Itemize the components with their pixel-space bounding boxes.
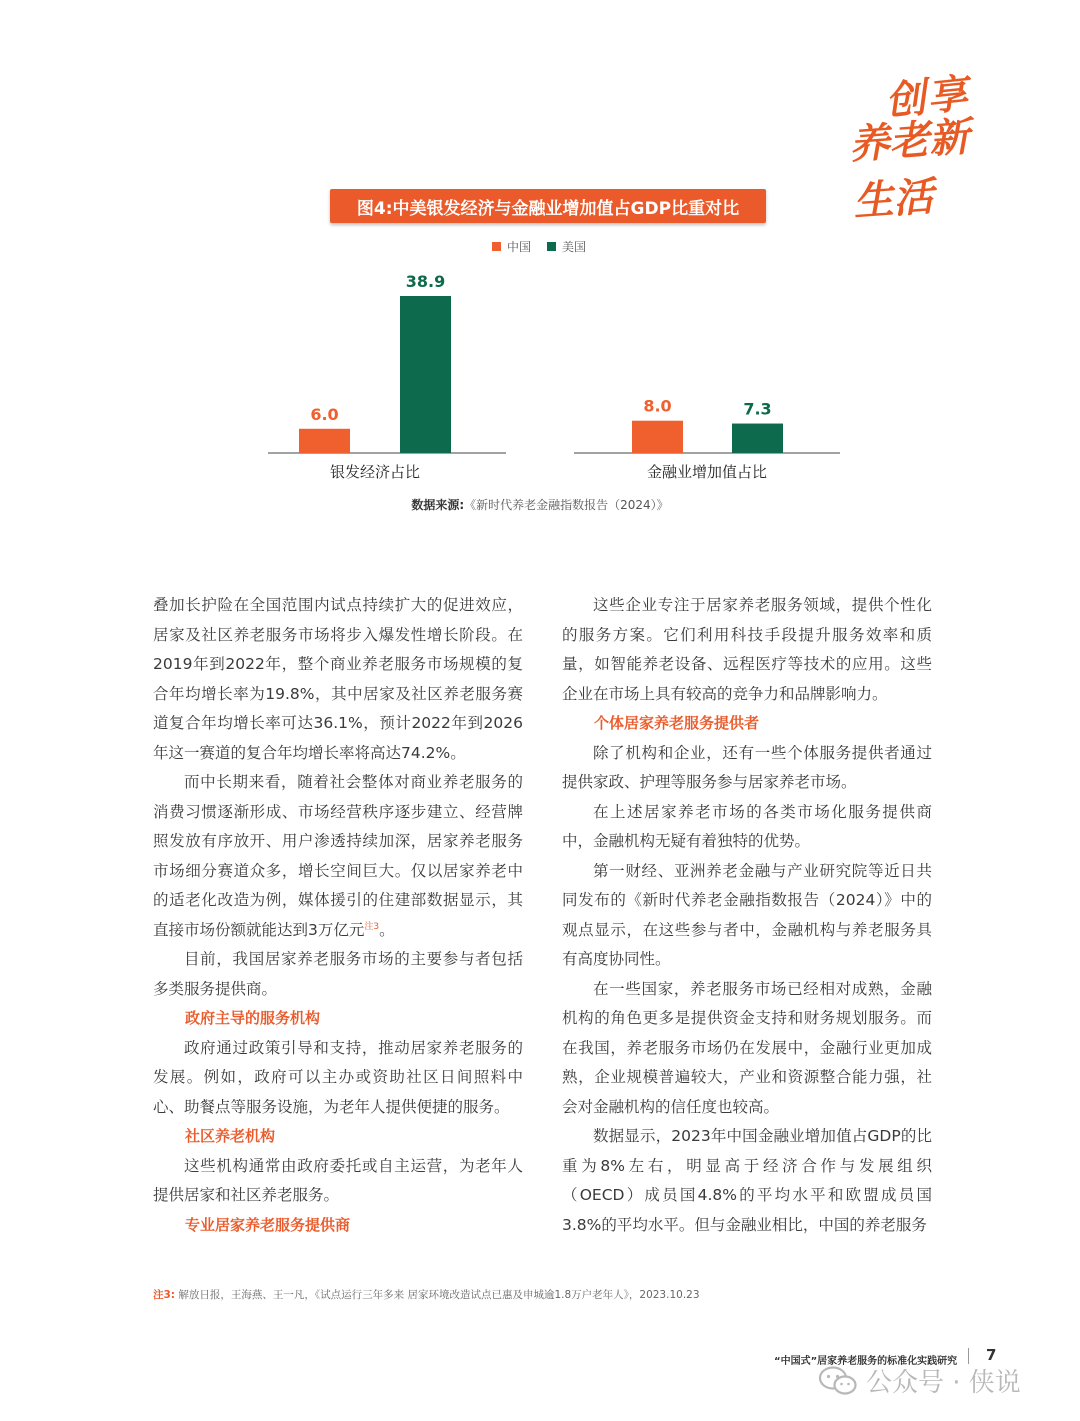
paragraph-text: 在一些国家，养老服务市场已经相对成熟，金融机构的角色更多是提供资金支持和财务规划服务。而在我国，养老服务市场仍在发展中，金融行业更加成熟，企业规模普遍较大，产业和资源整合能力强，社会对金融机构的信任度也较高。 bbox=[562, 979, 932, 1116]
data-label: 8.0 bbox=[643, 396, 672, 416]
paragraph-text: 而中长期来看，随着社会整体对商业养老服务的消费习惯逐渐形成、市场经营秩序逐步建立、经营牌照发放有序放开、用户渗透持续加深，居家养老服务市场细分赛道众多，增长空间巨大。仅以居家养老中的适老化改造为例，媒体援引的住建部数据显示，其直接市场份额就能达到3万亿元 bbox=[153, 773, 523, 939]
footer-title: “中国式”居家养老服务的标准化实践研究 bbox=[774, 1356, 958, 1367]
paragraph-text: 目前，我国居家养老服务市场的主要参与者包括多类服务提供商。 bbox=[153, 950, 523, 998]
paragraph bbox=[153, 1034, 523, 1123]
paragraph-text: 叠加长护险在全国范围内试点持续扩大的促进效应，居家及社区养老服务市场将步入爆发性增长阶段。在2019年到2022年，整个商业养老服务市场规模的复合年均增长率为19.8%，其中居家及社区养老服务赛道复合年均增长率可达36.1%，预计2022年到2026年这一赛道的复合年均增长率将高达74.2%。 bbox=[153, 596, 523, 762]
paragraph bbox=[153, 768, 523, 945]
bar-china bbox=[299, 429, 350, 453]
section-heading: 社区养老机构 bbox=[185, 1127, 276, 1145]
section-heading: 政府主导的服务机构 bbox=[185, 1009, 321, 1027]
data-label: 6.0 bbox=[310, 404, 339, 424]
left-text-column bbox=[153, 591, 523, 1240]
paragraph bbox=[562, 798, 932, 857]
source-text: 《新时代养老金融指数报告（2024）》 bbox=[464, 498, 669, 512]
right-text-column bbox=[562, 591, 932, 1240]
chart-title: 图4:中美银发经济与金融业增加值占GDP比重对比 bbox=[330, 189, 766, 223]
footnote-text: 解放日报，王海燕、王一凡，《试点运行三年多来 居家环境改造试点已惠及申城逾1.8万户老年人》，2023.10.23 bbox=[178, 1289, 700, 1301]
paragraph bbox=[562, 1122, 932, 1240]
category-label: 银发经济占比 bbox=[329, 463, 421, 481]
paragraph bbox=[153, 591, 523, 768]
data-label: 38.9 bbox=[405, 272, 446, 291]
section-heading: 专业居家养老服务提供商 bbox=[185, 1215, 351, 1234]
paragraph-text: 在上述居家养老市场的各类市场化服务提供商中，金融机构无疑有着独特的优势。 bbox=[562, 802, 932, 850]
logo-text-line1: 创享 bbox=[883, 69, 972, 126]
bar-usa bbox=[400, 296, 451, 453]
category-label: 金融业增加值占比 bbox=[646, 463, 768, 481]
paragraph-text: 除了机构和企业，还有一些个体服务提供者通过提供家政、护理等服务参与居家养老市场。 bbox=[562, 743, 932, 791]
chart-source bbox=[0, 496, 1080, 513]
watermark-text: 公众号 · 侠说 bbox=[866, 1368, 1021, 1398]
legend-label-china: 中国 bbox=[507, 240, 532, 254]
logo-text-line2: 养老新生活 bbox=[847, 113, 971, 226]
paragraph-text: 数据显示，2023年中国金融业增加值占GDP的比重为8%左右，明显高于经济合作与发展组织（OECD）成员国4.8%的平均水平和欧盟成员国3.8%的平均水平。但与金融业相比，中国的养老服务 bbox=[562, 1127, 932, 1234]
paragraph-text: 这些企业专注于居家养老服务领域，提供个性化的服务方案。它们利用科技手段提升服务效率和质量，如智能养老设备、远程医疗等技术的应用。这些企业在市场上具有较高的竞争力和品牌影响力。 bbox=[562, 596, 932, 703]
paragraph bbox=[562, 591, 932, 709]
wechat-watermark bbox=[818, 1362, 1021, 1399]
paragraph-text: 政府通过政策引导和支持，推动居家养老服务的发展。例如，政府可以主办或资助社区日间照料中心、助餐点等服务设施，为老年人提供便捷的服务。 bbox=[153, 1038, 523, 1116]
paragraph-text: 第一财经、亚洲养老金融与产业研究院等近日共同发布的《新时代养老金融指数报告（2024）》中的观点显示，在这些参与者中，金融机构与养老服务具有高度协同性。 bbox=[562, 861, 932, 968]
page-number: 7 bbox=[986, 1346, 997, 1364]
paragraph bbox=[562, 975, 932, 1123]
paragraph bbox=[562, 857, 932, 975]
bar-china bbox=[632, 421, 683, 453]
section-heading: 个体居家养老服务提供者 bbox=[594, 714, 760, 732]
paragraph bbox=[153, 1152, 523, 1211]
paragraph-text: 这些机构通常由政府委托或自主运营，为老年人提供居家和社区养老服务。 bbox=[153, 1156, 523, 1204]
paragraph-tail: 。 bbox=[379, 920, 395, 939]
bar-chart bbox=[0, 0, 1080, 540]
source-label: 数据来源: bbox=[411, 498, 465, 512]
legend-label-usa: 美国 bbox=[562, 240, 587, 254]
footnote bbox=[153, 1287, 700, 1302]
bar-usa bbox=[732, 424, 783, 453]
paragraph bbox=[153, 945, 523, 1004]
paragraph bbox=[562, 739, 932, 798]
data-label: 7.3 bbox=[743, 399, 772, 419]
wechat-icon bbox=[818, 1365, 858, 1397]
footnote-ref: 注3 bbox=[364, 921, 380, 932]
footnote-label: 注3: bbox=[153, 1289, 176, 1301]
